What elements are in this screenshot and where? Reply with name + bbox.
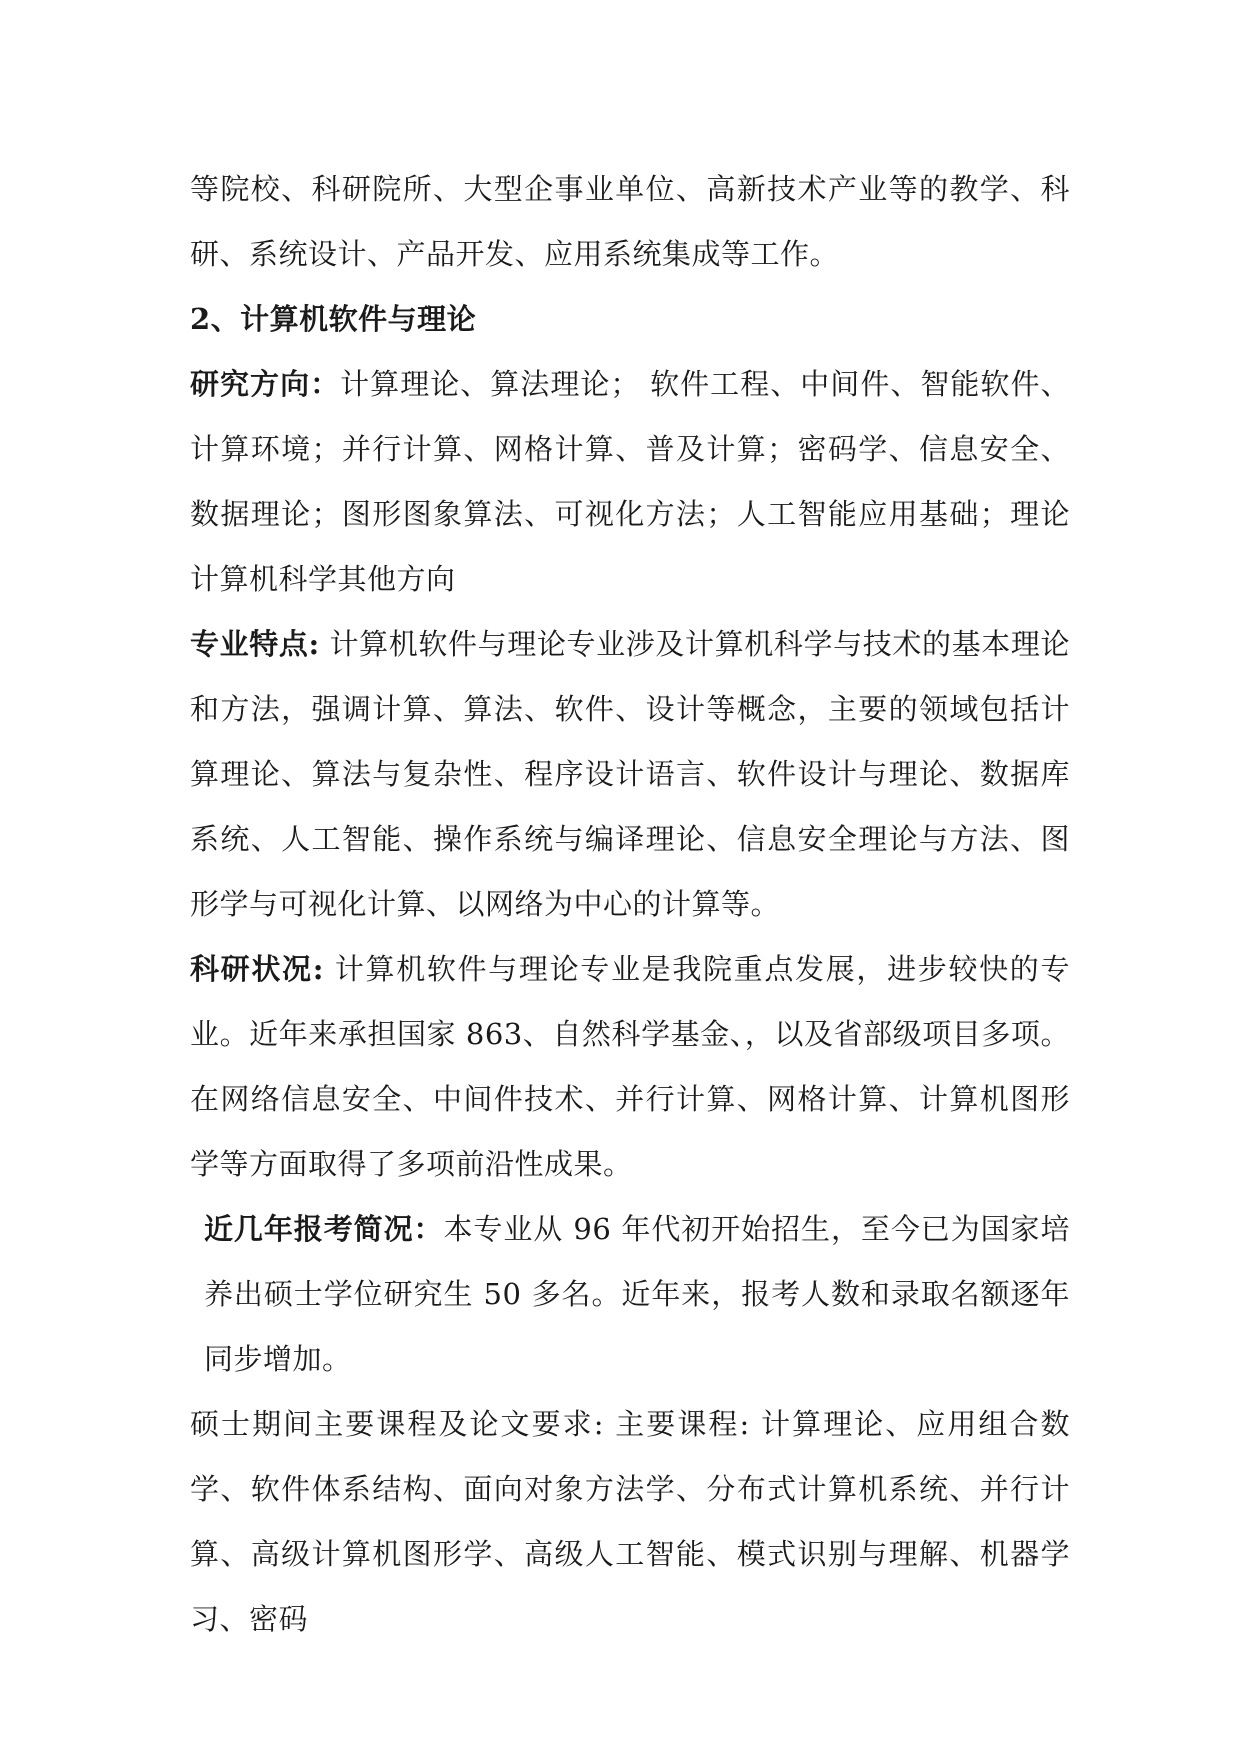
- research-status-label: 科研状况:: [190, 952, 324, 986]
- research-status-text: 计算机软件与理论专业是我院重点发展，进步较快的专业。近年来承担国家 863、自然科学基金、，以及省部级项目多项。在网络信息安全、中间件技术、并行计算、网格计算、计算机图形学等方面取得了多项前沿性成果。: [190, 952, 1070, 1181]
- research-directions-text: 计算理论、算法理论； 软件工程、中间件、智能软件、计算环境；并行计算、网格计算、普及计算；密码学、信息安全、数据理论；图形图象算法、可视化方法；人工智能应用基础；理论计算机科学其他方向: [190, 367, 1070, 596]
- major-features-label: 专业特点:: [190, 627, 320, 661]
- section-heading: 2、计算机软件与理论: [190, 302, 477, 336]
- paragraph-career-continuation: 等院校、科研院所、大型企事业单位、高新技术产业等的教学、科研、系统设计、产品开发、应用系统集成等工作。: [190, 172, 1070, 271]
- paragraph-research-directions: [190, 352, 1070, 612]
- admission-summary-label: 近几年报考简况：: [204, 1212, 444, 1246]
- document-body: [190, 157, 1070, 1652]
- research-directions-label: 研究方向：: [190, 367, 341, 401]
- paragraph-major-features: [190, 612, 1070, 937]
- major-features-text: 计算机软件与理论专业涉及计算机科学与技术的基本理论和方法，强调计算、算法、软件、设计等概念，主要的领域包括计算理论、算法与复杂性、程序设计语言、软件设计与理论、数据库系统、人工智能、操作系统与编译理论、信息安全理论与方法、图形学与可视化计算、以网络为中心的计算等。: [190, 627, 1070, 921]
- paragraph-research-status: [190, 937, 1070, 1197]
- paragraph-admission-summary: [190, 1197, 1070, 1392]
- paragraph-courses: 硕士期间主要课程及论文要求: 主要课程: 计算理论、应用组合数学、软件体系结构、面向对象方法学、分布式计算机系统、并行计算、高级计算机图形学、高级人工智能、模式识别与理解、机器学习、密码: [190, 1407, 1070, 1636]
- admission-summary-text: 本专业从 96 年代初开始招生，至今已为国家培养出硕士学位研究生 50 多名。近年来，报考人数和录取名额逐年同步增加。: [204, 1212, 1070, 1376]
